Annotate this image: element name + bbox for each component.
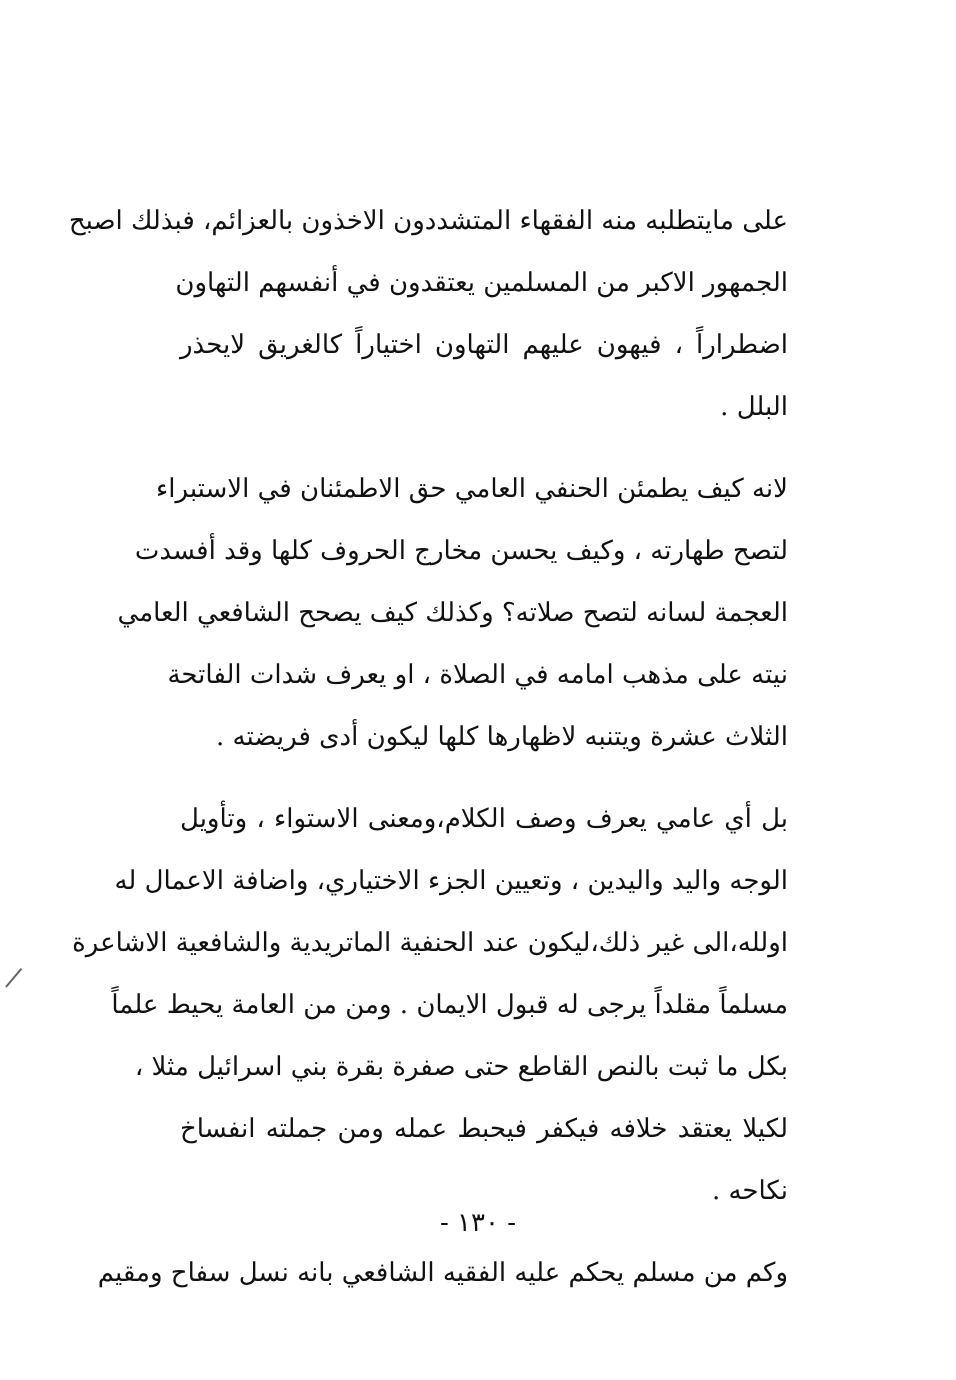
text-line: مسلماً مقلداً يرجى له قبول الايمان . ومن من العامة يحيط علماً <box>111 990 788 1020</box>
text-line: البلل . <box>720 392 788 422</box>
paragraph-2 <box>117 458 788 768</box>
text-line: بل أي عامي يعرف وصف الكلام،ومعنى الاستواء ، وتأويل <box>180 804 788 834</box>
margin-pencil-mark <box>5 968 22 988</box>
paragraph-1 <box>68 190 788 438</box>
text-line: لكيلا يعتقد خلافه فيكفر فيحبط عمله ومن جملته انفساخ <box>180 1114 788 1144</box>
paragraph-3 <box>72 788 788 1222</box>
text-line: وكم من مسلم يحكم عليه الفقيه الشافعي بانه نسل سفاح ومقيم <box>97 1258 788 1288</box>
text-line: نكاحه . <box>711 1176 788 1206</box>
text-line: بكل ما ثبت بالنص القاطع حتى صفرة بقرة بني اسرائيل مثلا ، <box>134 1052 788 1082</box>
text-line: اولله،الى غير ذلك،ليكون عند الحنفية الماتريدية والشافعية الاشاعرة <box>72 928 788 958</box>
paragraph-4 <box>97 1242 788 1304</box>
page-number: - ١٣٠ - <box>439 1208 517 1238</box>
text-line: لتصح طهارته ، وكيف يحسن مخارج الحروف كلها وقد أفسدت <box>134 536 788 566</box>
body-text <box>68 190 788 1304</box>
text-line: الثلاث عشرة ويتنبه لاظهارها كلها ليكون أدى فريضته . <box>216 722 788 752</box>
text-line: الجمهور الاكبر من المسلمين يعتقدون في أنفسهم التهاون <box>175 268 788 298</box>
text-line: لانه كيف يطمئن الحنفي العامي حق الاطمئنان في الاستبراء <box>156 474 788 504</box>
text-line: اضطراراً ، فيهون عليهم التهاون اختياراً كالغريق لايحذر <box>180 330 788 360</box>
text-line: العجمة لسانه لتصح صلاته؟ وكذلك كيف يصحح الشافعي العامي <box>117 598 788 628</box>
text-line: نيته على مذهب امامه في الصلاة ، او يعرف شدات الفاتحة <box>167 660 788 690</box>
text-line: الوجه واليد واليدين ، وتعيين الجزء الاختياري، واضافة الاعمال له <box>114 866 788 896</box>
text-line: على مايتطلبه منه الفقهاء المتشددون الاخذون بالعزائم، فبذلك اصبح <box>68 206 788 236</box>
